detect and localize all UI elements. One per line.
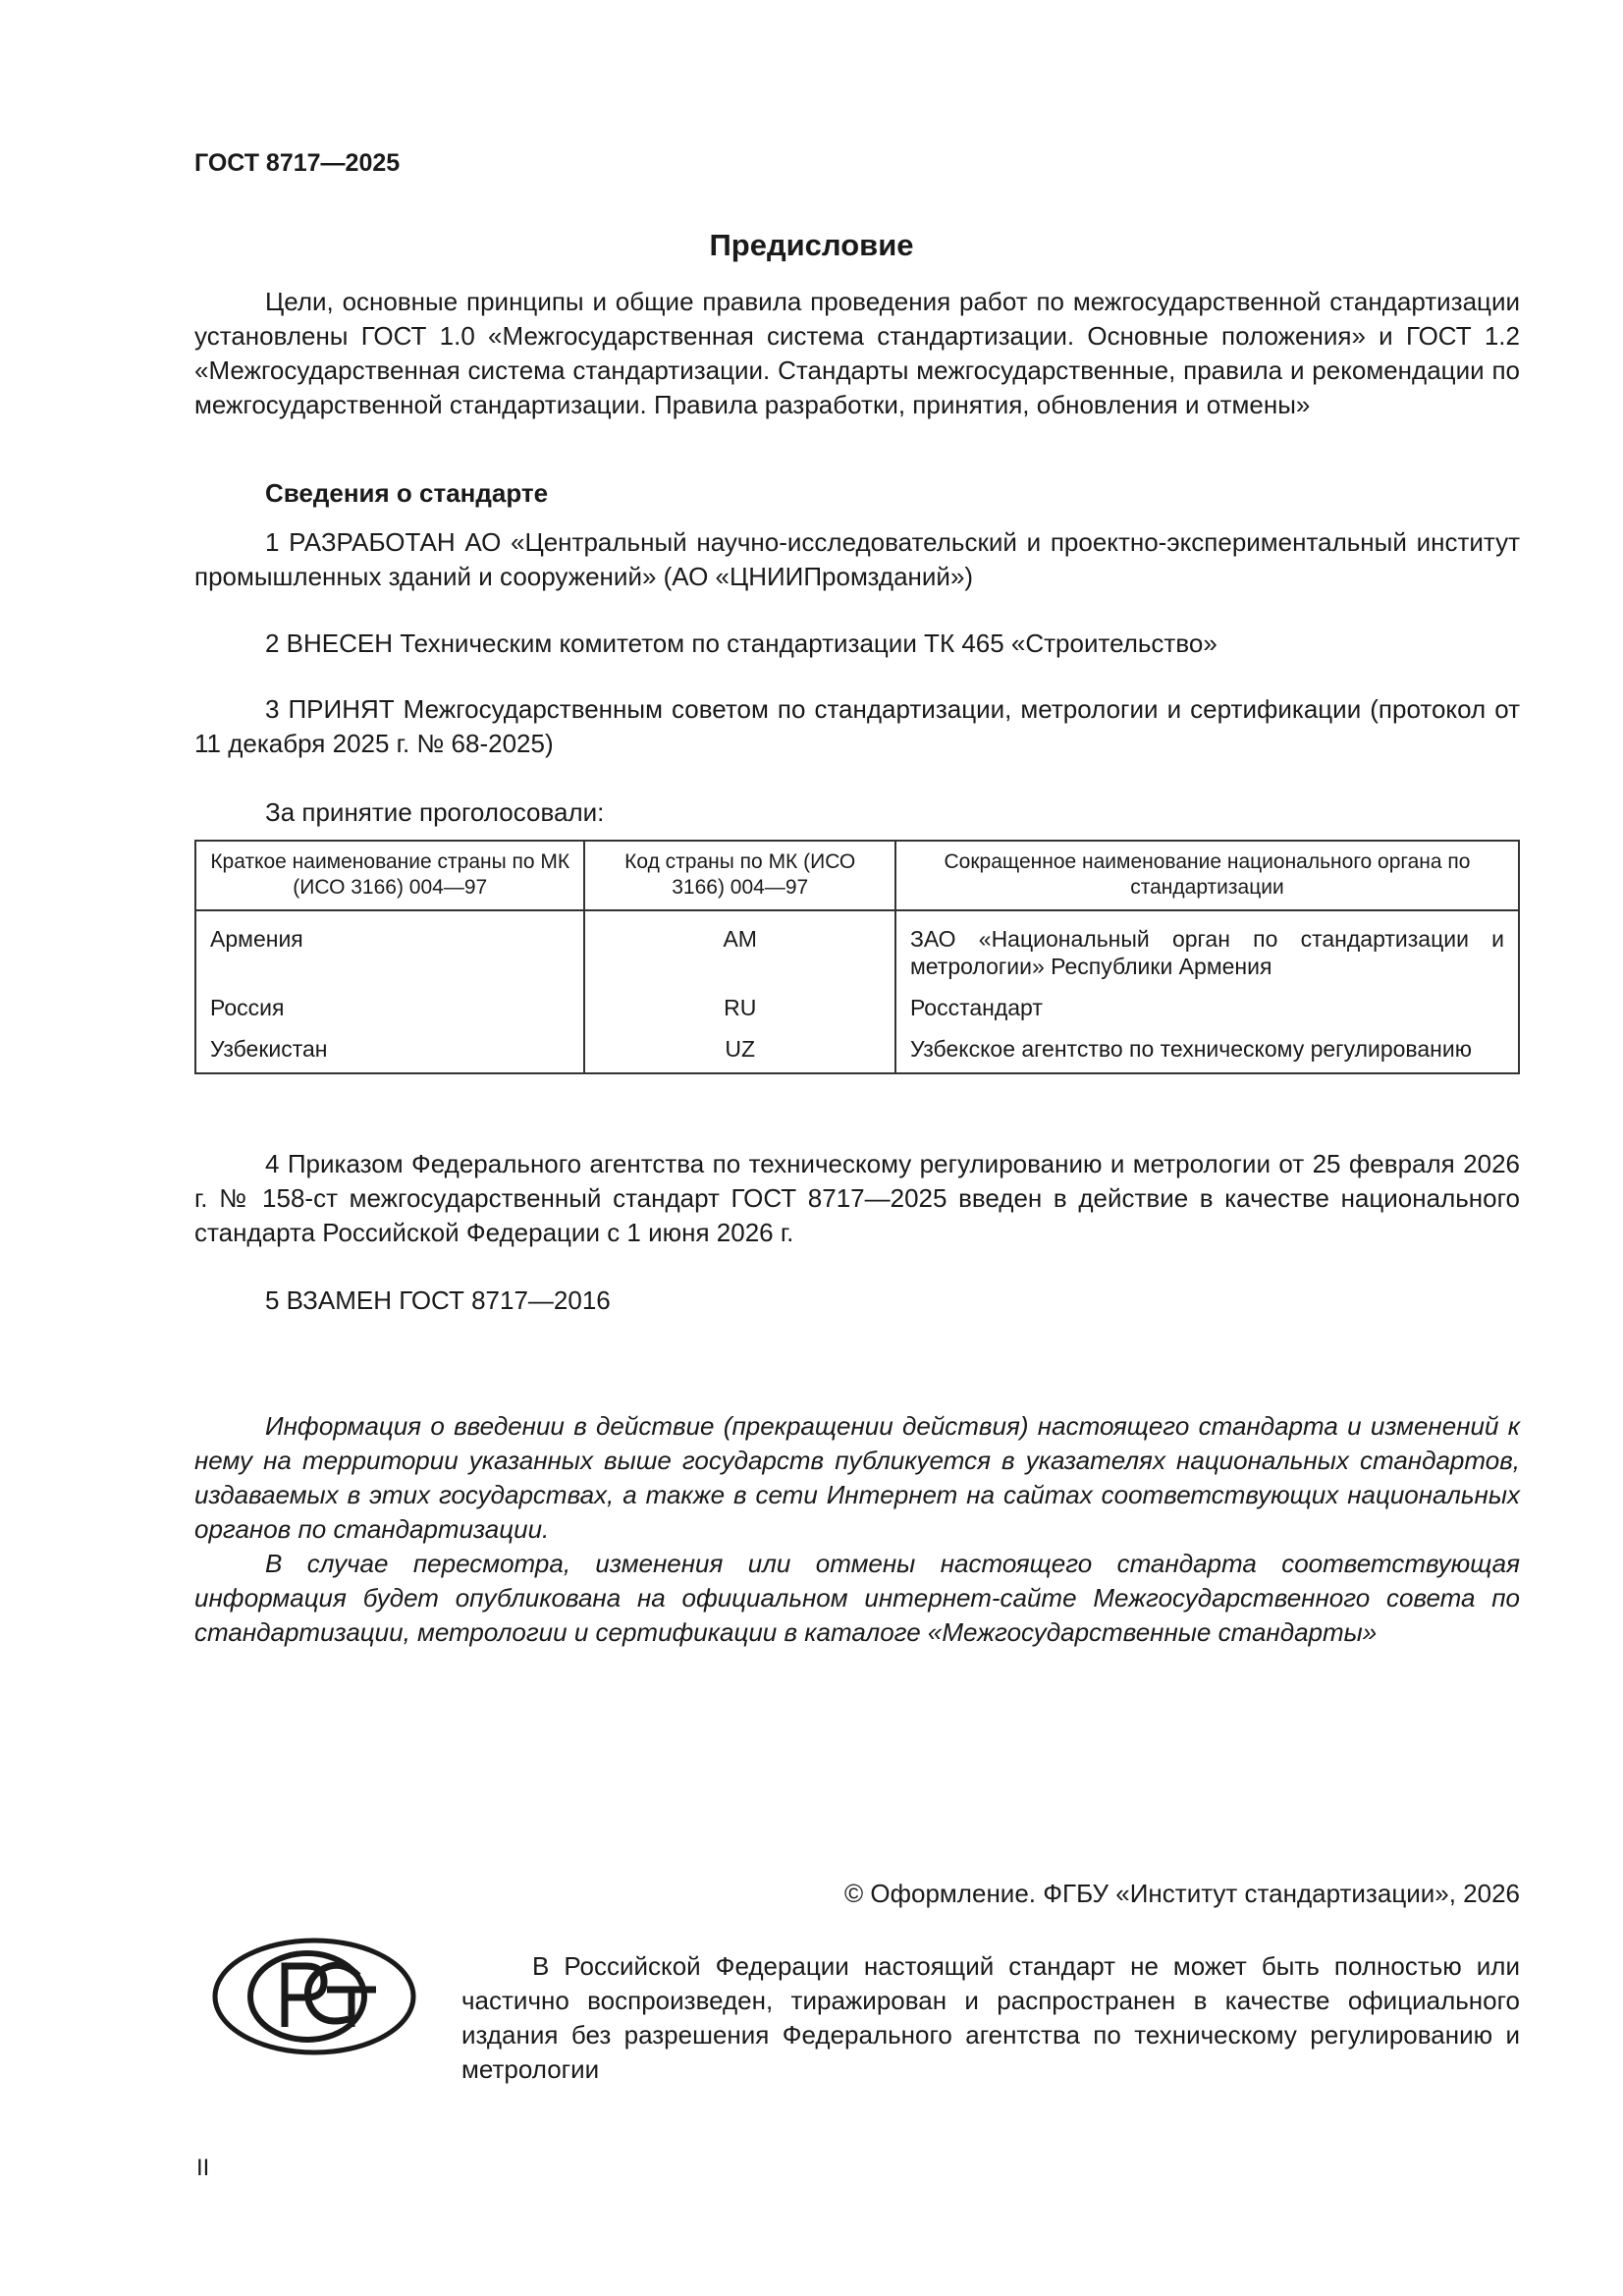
info-heading: Сведения о стандарте [265,478,549,508]
header-national-body: Сокращенное наименование национального органа по стандартизации [895,841,1519,910]
country-code-cell: RU [584,980,894,1021]
country-code-cell: AM [584,910,894,980]
table-row [195,980,1519,1021]
document-code: ГОСТ 8717—2025 [194,149,401,177]
notice-revision: В случае пересмотра, изменения или отмены настоящего стандарта соответствующая информация будет опубликована на официальном интернет-сайте Межгосударственного совета по стандартизации, метрологии и сертификации в каталоге «Межгосударственные стандарты» [194,1549,1520,1647]
notice-introduction: Информация о введении в действие (прекращении действия) настоящего стандарта и изменений к нему на территории указанных выше государств публикуется в указателях национальных стандартов, издаваемых в этих государствах, а также в сети Интернет на сайтах соответствующих национальных органов по стандартизации. [194,1411,1520,1544]
item-5: 5 ВЗАМЕН ГОСТ 8717—2016 [265,1285,611,1315]
country-name-cell: Узбекистан [195,1021,584,1073]
item-1: 1 РАЗРАБОТАН АО «Центральный научно-исследовательский и проектно-экспериментальный институт промышленных зданий и сооружений» (АО «ЦНИИПромзданий») [194,527,1520,591]
header-country-name: Краткое наименование страны по МК (ИСО 3166) 004—97 [195,841,584,910]
votes-table [194,840,1520,1074]
intro-paragraph: Цели, основные принципы и общие правила проведения работ по межгосударственной стандартизации установлены ГОСТ 1.0 «Межгосударственная система стандартизации. Основные положения» и ГОСТ 1.2 «Межгосударственная система стандартизации. Стандарты межгосударственные, правила и рекомендации по межгосударственной стандартизации. Правила разработки, принятия, обновления и отмены» [194,287,1520,419]
votes-label: За принятие проголосовали: [265,797,605,827]
national-body-cell: ЗАО «Национальный орган по стандартизации и метрологии» Республики Армения [895,910,1519,980]
rst-seal-icon [211,1937,417,2056]
copyright-line: © Оформление. ФГБУ «Институт стандартизации», 2026 [844,1879,1520,1908]
table-row [195,910,1519,980]
page-number: II [196,2155,210,2181]
national-body-cell: Узбекское агентство по техническому регулированию [895,1021,1519,1073]
item-2: 2 ВНЕСЕН Техническим комитетом по стандартизации ТК 465 «Строительство» [265,629,1217,658]
header-country-code: Код страны по МК (ИСО 3166) 004—97 [584,841,894,910]
item-4: 4 Приказом Федерального агентства по техническому регулированию и метрологии от 25 февраля 2026 г. № 158-ст межгосударственный стандарт ГОСТ 8717—2025 введен в действие в качестве национального стандарта Российской Федерации с 1 июня 2026 г. [194,1149,1520,1247]
national-body-cell: Росстандарт [895,980,1519,1021]
table-header-row [195,841,1519,910]
rst-logo [211,1937,417,2061]
item-3: 3 ПРИНЯТ Межгосударственным советом по стандартизации, метрологии и сертификации (протокол от 11 декабря 2025 г. № 68-2025) [194,694,1520,758]
country-name-cell: Россия [195,980,584,1021]
country-code-cell: UZ [584,1021,894,1073]
country-name-cell: Армения [195,910,584,980]
rf-reproduction-notice: В Российской Федерации настоящий стандарт не может быть полностью или частично воспроизведен, тиражирован и распространен в качестве официального издания без разрешения Федерального агентства по техническому регулированию и метрологии [461,1951,1520,2084]
table-row [195,1021,1519,1073]
page-title: Предисловие [709,228,914,262]
